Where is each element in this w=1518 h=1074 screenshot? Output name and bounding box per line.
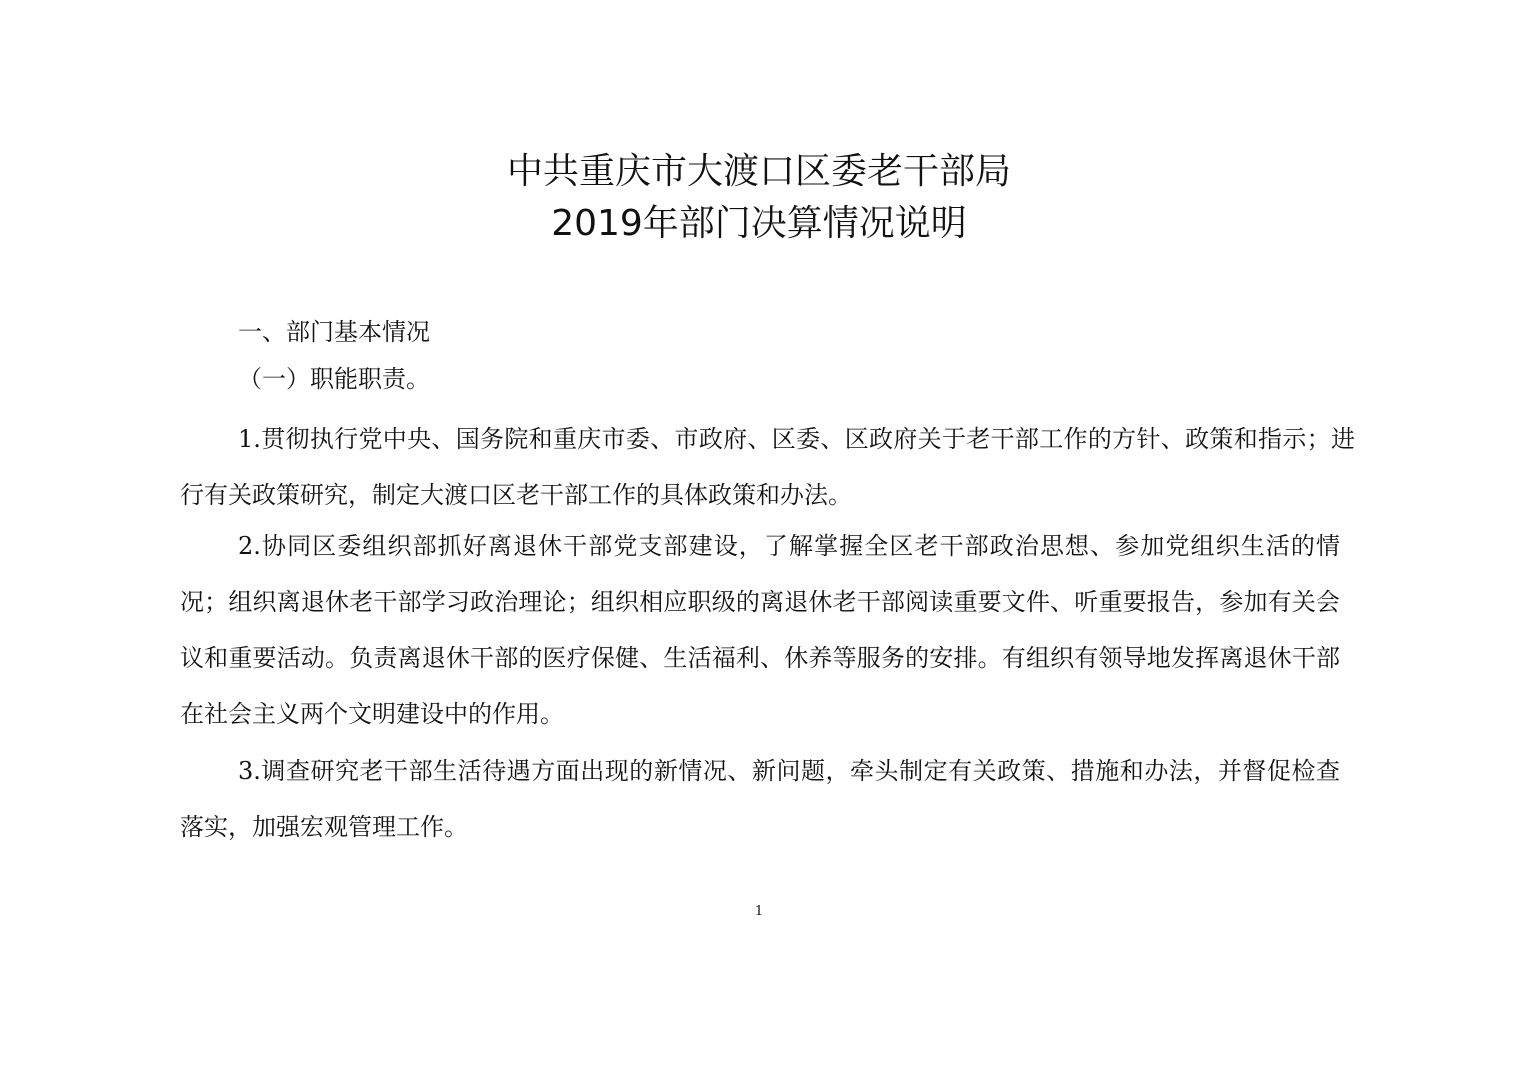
document-title-line1: 中共重庆市大渡口区委老干部局 — [506, 151, 1011, 192]
document-title-line2: 2019年部门决算情况说明 — [551, 203, 967, 244]
paragraph-2 — [180, 518, 1340, 742]
paragraph-2-text: 协同区委组织部抓好离退休干部党支部建设，了解掌握全区老干部政治思想、参加党组织生活的情况；组织离退休老干部学习政治理论；组织相应职级的离退休老干部阅读重要文件、听重要报告，参加有关会议和重要活动。负责离退休干部的医疗保健、生活福利、休养等服务的安排。有组织有领导地发挥离退休干部在社会主义两个文明建设中的作用。 — [180, 532, 1340, 728]
paragraph-1-number: 1. — [238, 425, 261, 453]
paragraph-1 — [180, 411, 1355, 523]
page-number: 1 — [754, 904, 764, 919]
section-heading: 一、部门基本情况 — [238, 318, 430, 346]
subsection-heading: （一）职能职责。 — [238, 365, 430, 393]
paragraph-3-number: 3. — [238, 757, 261, 785]
paragraph-3 — [180, 743, 1340, 855]
paragraph-3-text: 调查研究老干部生活待遇方面出现的新情况、新问题，牵头制定有关政策、措施和办法，并督促检查落实，加强宏观管理工作。 — [180, 757, 1340, 841]
paragraph-1-text: 贯彻执行党中央、国务院和重庆市委、市政府、区委、区政府关于老干部工作的方针、政策和指示；进行有关政策研究，制定大渡口区老干部工作的具体政策和办法。 — [180, 425, 1355, 509]
paragraph-2-number: 2. — [238, 532, 261, 560]
